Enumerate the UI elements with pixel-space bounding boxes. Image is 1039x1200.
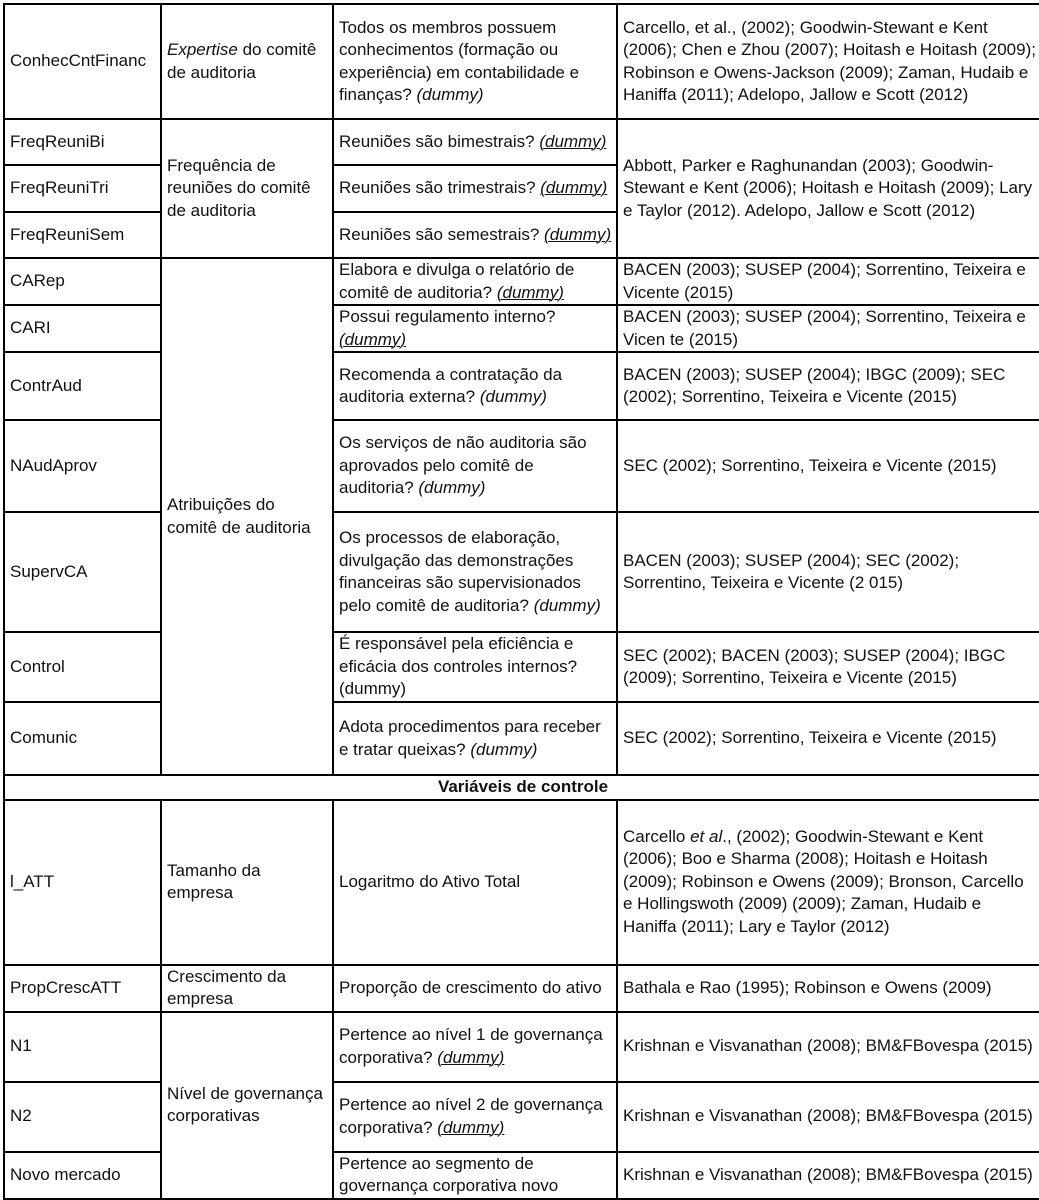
- question-text: Possui regulamento interno?: [339, 307, 556, 326]
- question-text: Os serviços de não auditoria são aprovados pelo comitê de auditoria?: [339, 433, 587, 498]
- dummy-label: (dummy): [416, 85, 484, 104]
- question-text: Pertence ao nível 1 de governança corporativa?: [339, 1025, 603, 1067]
- description-cell: [161, 4, 333, 119]
- section-header: Variáveis de controle: [4, 775, 1039, 800]
- question-text: Proporção de crescimento do ativo: [339, 977, 602, 997]
- references-cell: [617, 258, 1039, 305]
- description-cell: [161, 258, 333, 775]
- table-row: [4, 119, 1039, 165]
- references-text: SEC (2002); Sorrentino, Teixeira e Vicente (2015): [623, 728, 997, 748]
- variables-table: [3, 3, 1039, 1200]
- table-row: [4, 1082, 1039, 1152]
- variable-name: N1: [10, 1036, 32, 1056]
- question-text: Os processos de elaboração, divulgação das demonstrações financeiras são supervisionados pelo comitê de auditoria?: [339, 528, 581, 615]
- table-row: [4, 1012, 1039, 1082]
- references-text: Krishnan e Visvanathan (2008); BM&FBovespa (2015): [623, 1036, 1033, 1056]
- table-row: [4, 420, 1039, 512]
- references-text: ., (2002); Goodwin-Stewant e Kent (2006); Boo e Sharma (2008); Hoitash e Hoitash (2009); Robinson e Owens (2009); Bronson, Carcello e Hollingswoth (2009) (2009); Zaman, Hudaib e Haniffa (2011); Lary e Taylor (2012): [623, 826, 1024, 936]
- dummy-label: (dummy): [437, 1117, 505, 1137]
- description-cell: [161, 119, 333, 258]
- question-cell: [333, 119, 617, 165]
- question-text: Elabora e divulga o relatório de comitê de auditoria?: [339, 260, 575, 302]
- variable-name: FreqReuniBi: [10, 131, 105, 151]
- question-cell: [333, 1012, 617, 1082]
- dummy-label: (dummy): [437, 1047, 505, 1067]
- table-row: [4, 512, 1039, 632]
- question-cell: [333, 420, 617, 512]
- references-cell: [617, 305, 1039, 352]
- dummy-label: (dummy): [470, 739, 538, 759]
- table-row: [4, 1152, 1039, 1199]
- variable-cell: [4, 212, 161, 258]
- variable-cell: [4, 4, 161, 119]
- variable-cell: [4, 420, 161, 512]
- references-text: SEC (2002); BACEN (2003); SUSEP (2004); IBGC (2009); Sorrentino, Teixeira e Vicente (2015): [623, 645, 1006, 687]
- question-cell: [333, 512, 617, 632]
- description-text: Tamanho da empresa: [167, 860, 261, 902]
- question-cell: [333, 352, 617, 420]
- variable-name: FreqReuniTri: [10, 178, 109, 198]
- dummy-label: (dummy): [496, 282, 564, 302]
- variable-name: FreqReuniSem: [10, 224, 125, 244]
- references-text: BACEN (2003); SUSEP (2004); SEC (2002); Sorrentino, Teixeira e Vicente (2 015): [623, 550, 960, 592]
- variable-cell: [4, 800, 161, 965]
- variable-cell: [4, 965, 161, 1012]
- question-text: Reuniões são trimestrais?: [339, 178, 541, 198]
- question-cell: [333, 800, 617, 965]
- references-text: Carcello: [623, 826, 691, 846]
- variable-cell: [4, 1152, 161, 1199]
- variable-cell: [4, 632, 161, 702]
- references-cell: [617, 512, 1039, 632]
- references-text: Krishnan e Visvanathan (2008); BM&FBovespa (2015): [623, 1106, 1033, 1126]
- table-row: [4, 258, 1039, 305]
- question-cell: [333, 258, 617, 305]
- question-cell: [333, 1082, 617, 1152]
- description-text: do comitê de auditoria: [167, 40, 317, 82]
- table-row: [4, 965, 1039, 1012]
- references-italic: et al: [690, 826, 723, 846]
- question-text: Logaritmo do Ativo Total: [339, 871, 521, 891]
- references-text: Krishnan e Visvanathan (2008); BM&FBovespa (2015): [623, 1164, 1033, 1184]
- references-cell: [617, 1012, 1039, 1082]
- references-text: Carcello, et al., (2002); Goodwin-Stewant e Kent (2006); Chen e Zhou (2007); Hoitash e Hoitash (2009); Robinson e Owens-Jackson (2009); Zaman, Hudaib e Haniffa (2011); Adelopo, Jallow e Scott (2012): [623, 17, 1036, 104]
- dummy-label: (dummy): [479, 387, 547, 406]
- table-row: [4, 4, 1039, 119]
- dummy-label: (dummy): [540, 178, 608, 198]
- description-cell: [161, 965, 333, 1012]
- references-cell: [617, 119, 1039, 258]
- table-row: [4, 800, 1039, 965]
- dummy-label: (dummy): [539, 131, 607, 151]
- references-cell: [617, 420, 1039, 512]
- question-cell: [333, 305, 617, 352]
- variable-name: SupervCA: [10, 561, 88, 581]
- variable-name: ContrAud: [10, 375, 82, 395]
- variable-name: N2: [10, 1106, 32, 1126]
- table-row: [4, 352, 1039, 420]
- variable-name: CARep: [10, 271, 65, 291]
- question-text: Recomenda a contratação da auditoria externa?: [339, 364, 563, 406]
- question-cell: [333, 165, 617, 212]
- variable-cell: [4, 1012, 161, 1082]
- variable-name: NAudAprov: [10, 455, 97, 475]
- description-text: Atribuições do comitê de auditoria: [167, 495, 311, 537]
- table-row: [4, 632, 1039, 702]
- description-text: Nível de governança corporativas: [167, 1083, 323, 1125]
- question-cell: [333, 702, 617, 775]
- table-row: [4, 702, 1039, 775]
- question-text: Adota procedimentos para receber e tratar queixas?: [339, 717, 601, 759]
- variable-cell: [4, 165, 161, 212]
- variable-name: l_ATT: [10, 871, 55, 891]
- references-cell: [617, 800, 1039, 965]
- variable-cell: [4, 305, 161, 352]
- question-cell: [333, 1152, 617, 1199]
- question-text: Pertence ao segmento de governança corporativa novo: [339, 1153, 559, 1195]
- references-cell: [617, 4, 1039, 119]
- variable-name: CARI: [10, 318, 51, 338]
- references-text: BACEN (2003); SUSEP (2004); IBGC (2009); SEC (2002); Sorrentino, Teixeira e Vicente (2015): [623, 364, 1006, 406]
- dummy-label: (dummy): [339, 329, 407, 349]
- references-cell: [617, 702, 1039, 775]
- references-cell: [617, 1082, 1039, 1152]
- description-cell: [161, 1012, 333, 1199]
- question-text: Pertence ao nível 2 de governança corporativa?: [339, 1095, 603, 1137]
- description-text: Frequência de reuniões do comitê de auditoria: [167, 155, 311, 220]
- dummy-label: (dummy): [544, 224, 612, 244]
- dummy-label: (dummy): [418, 478, 486, 498]
- variable-cell: [4, 1082, 161, 1152]
- variable-name: PropCrescATT: [10, 977, 122, 997]
- variable-cell: [4, 512, 161, 632]
- references-text: Bathala e Rao (1995); Robinson e Owens (2009): [623, 977, 992, 997]
- description-text: Crescimento da empresa: [167, 966, 287, 1008]
- variable-cell: [4, 119, 161, 165]
- question-text: Reuniões são semestrais?: [339, 224, 545, 244]
- variable-cell: [4, 258, 161, 305]
- variable-name: Comunic: [10, 728, 78, 748]
- question-cell: [333, 4, 617, 119]
- question-cell: [333, 632, 617, 702]
- references-cell: [617, 965, 1039, 1012]
- table-row: [4, 305, 1039, 352]
- references-text: Abbott, Parker e Raghunandan (2003); Goodwin-Stewant e Kent (2006); Hoitash e Hoitash (2009); Lary e Taylor (2012). Adelopo, Jallow e Scott (2012): [623, 155, 1033, 220]
- references-cell: [617, 1152, 1039, 1199]
- question-cell: [333, 212, 617, 258]
- dummy-label: (dummy): [533, 595, 601, 615]
- references-cell: [617, 632, 1039, 702]
- variable-name: ConhecCntFinanc: [10, 51, 147, 71]
- variable-name: Control: [10, 656, 65, 676]
- question-text: Reuniões são bimestrais?: [339, 131, 540, 151]
- section-row: [4, 775, 1039, 800]
- question-cell: [333, 965, 617, 1012]
- description-cell: [161, 800, 333, 965]
- question-text: É responsável pela eficiência e eficácia dos controles internos? (dummy): [339, 634, 578, 699]
- variable-cell: [4, 352, 161, 420]
- references-text: SEC (2002); Sorrentino, Teixeira e Vicente (2015): [623, 455, 997, 475]
- variable-cell: [4, 702, 161, 775]
- question-text: Todos os membros possuem conhecimentos (formação ou experiência) em contabilidade e finanças?: [339, 17, 580, 104]
- references-text: BACEN (2003); SUSEP (2004); Sorrentino, Teixeira e Vicente (2015): [623, 260, 1026, 302]
- references-text: BACEN (2003); SUSEP (2004); Sorrentino, Teixeira e Vicen te (2015): [623, 307, 1026, 349]
- variable-name: Novo mercado: [10, 1164, 121, 1184]
- references-cell: [617, 352, 1039, 420]
- description-italic: Expertise: [167, 40, 238, 59]
